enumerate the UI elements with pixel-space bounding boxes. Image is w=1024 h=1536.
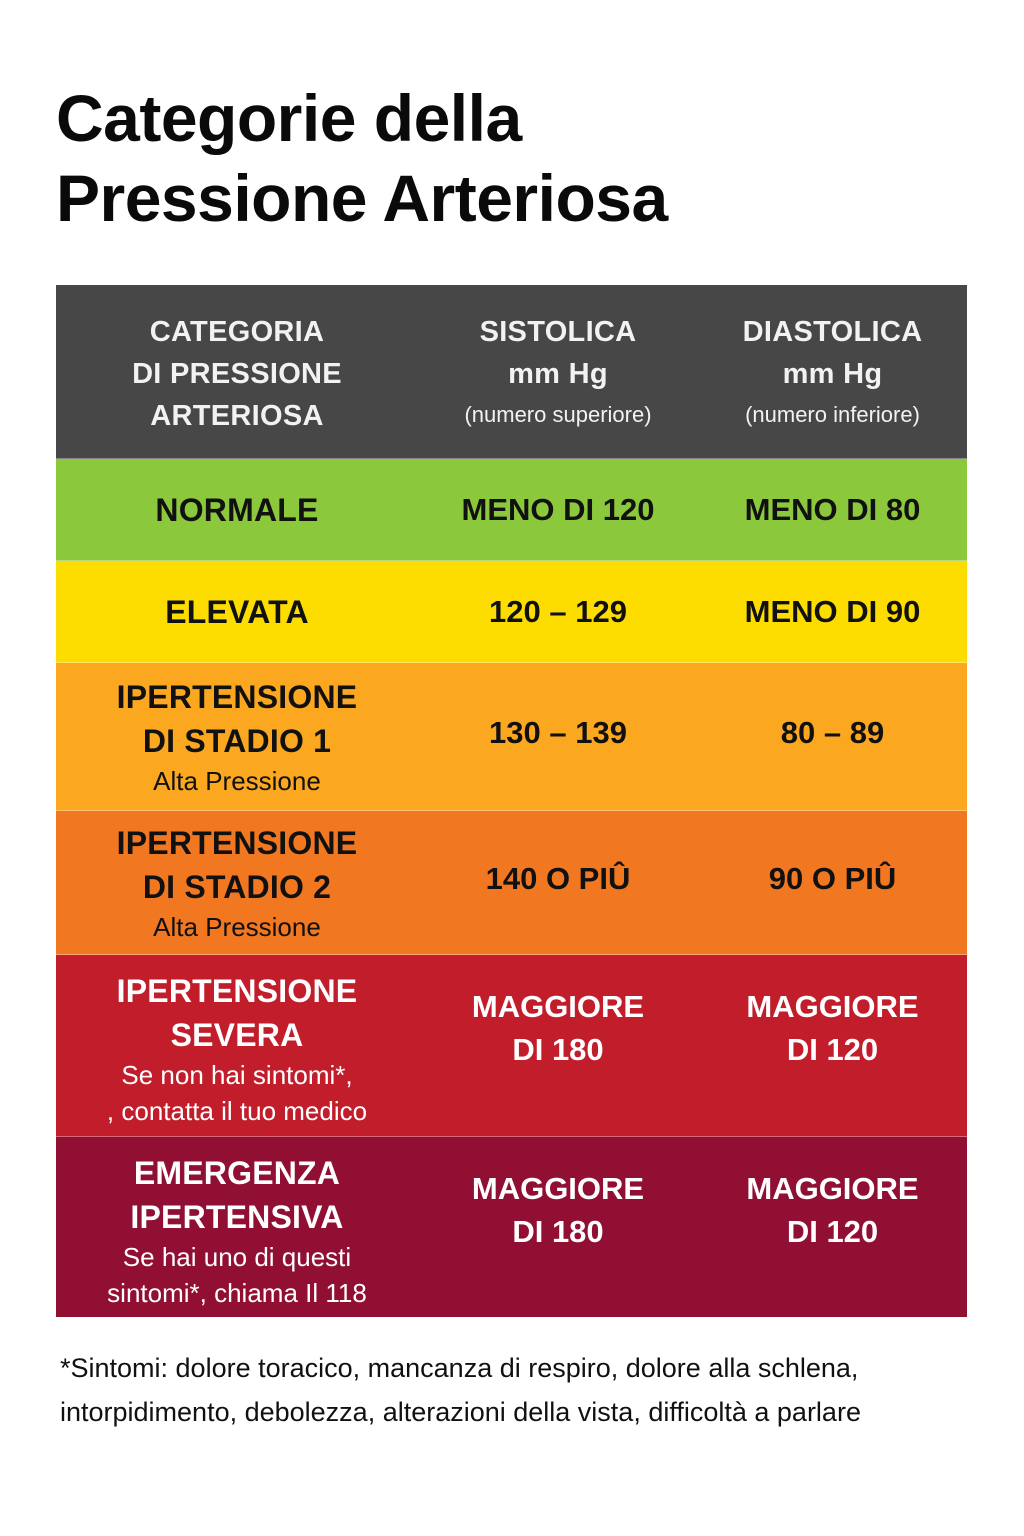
- systolic-value: 120 – 129: [489, 594, 627, 629]
- table-row-emergenza: [56, 1137, 967, 1317]
- diastolic-cell: [698, 561, 967, 662]
- table-row-elevata: [56, 561, 967, 663]
- table-row-stadio-2: [56, 811, 967, 955]
- category-label: NORMALE: [155, 491, 319, 528]
- page-title-line-1: Categorie della: [56, 81, 522, 155]
- header-systolic-title: SISTOLICA: [479, 316, 637, 348]
- systolic-cell: [418, 955, 698, 1136]
- category-cell: [56, 663, 418, 810]
- category-sublabel-line-1: Se non hai sintomi*,: [121, 1060, 353, 1090]
- diastolic-value-line-1: MAGGIORE: [746, 1171, 919, 1206]
- diastolic-value: MENO DI 80: [744, 492, 921, 527]
- header-category-line-2: DI PRESSIONE: [132, 358, 342, 390]
- category-label-line-1: IPERTENSIONE: [116, 678, 358, 715]
- systolic-value-line-1: MAGGIORE: [471, 1171, 645, 1206]
- diastolic-cell: [698, 955, 967, 1136]
- category-sublabel-line-1: Se hai uno di questi: [122, 1242, 352, 1272]
- diastolic-value: 80 – 89: [780, 715, 885, 750]
- systolic-value: 140 O PIÛ: [485, 861, 631, 896]
- category-label: ELEVATA: [165, 593, 309, 630]
- category-label-line-2: SEVERA: [170, 1017, 304, 1053]
- category-label-line-2: IPERTENSIVA: [130, 1199, 344, 1235]
- table-row-stadio-1: [56, 663, 967, 811]
- diastolic-value-line-2: DI 120: [786, 1032, 879, 1067]
- category-sublabel-line-2: sintomi*, chiama Il 118: [107, 1278, 367, 1308]
- diastolic-value: 90 O PIÛ: [768, 861, 897, 896]
- table-row-severa: [56, 955, 967, 1137]
- systolic-cell: [418, 561, 698, 662]
- header-category-line-1: CATEGORIA: [149, 316, 325, 348]
- diastolic-cell: [698, 1137, 967, 1317]
- category-label-line-2: DI STADIO 1: [142, 722, 332, 759]
- category-cell: [56, 561, 418, 662]
- category-label-line-2: DI STADIO 2: [142, 868, 332, 905]
- header-diastolic-title: DIASTOLICA: [742, 316, 923, 348]
- header-category-cell: [56, 285, 418, 458]
- category-cell: [56, 1137, 418, 1317]
- systolic-cell: [418, 663, 698, 810]
- header-diastolic-note: (numero inferiore): [745, 402, 920, 427]
- header-diastolic-unit: mm Hg: [782, 358, 883, 390]
- category-sublabel-line-2: , contatta il tuo medico: [106, 1096, 368, 1126]
- systolic-value: MENO DI 120: [461, 492, 655, 527]
- systolic-cell: [418, 459, 698, 560]
- diastolic-cell: [698, 459, 967, 560]
- systolic-value-line-2: DI 180: [512, 1214, 604, 1249]
- header-systolic-note: (numero superiore): [464, 402, 652, 427]
- diastolic-cell: [698, 663, 967, 810]
- header-systolic-cell: [418, 285, 698, 458]
- header-diastolic-cell: [698, 285, 967, 458]
- page-title: [56, 78, 668, 238]
- systolic-cell: [418, 811, 698, 954]
- table-row-normale: [56, 459, 967, 561]
- diastolic-value-line-1: MAGGIORE: [746, 989, 919, 1024]
- header-systolic-unit: mm Hg: [508, 358, 608, 390]
- symptoms-footnote: *Sintomi: dolore toracico, mancanza di respiro, dolore alla schlena, intorpidimento, debolezza, alterazioni della vista, difficoltà a parlare: [60, 1353, 861, 1427]
- blood-pressure-table: [56, 285, 967, 1317]
- diastolic-value-line-2: DI 120: [786, 1214, 879, 1249]
- systolic-cell: [418, 1137, 698, 1317]
- category-label-line-1: EMERGENZA: [133, 1155, 341, 1191]
- diastolic-value: MENO DI 90: [744, 594, 921, 629]
- header-category-line-3: ARTERIOSA: [150, 400, 324, 432]
- category-label-line-1: IPERTENSIONE: [116, 973, 358, 1009]
- diastolic-cell: [698, 811, 967, 954]
- category-sublabel: Alta Pressione: [153, 765, 321, 796]
- systolic-value-line-1: MAGGIORE: [471, 989, 645, 1024]
- systolic-value-line-2: DI 180: [512, 1032, 604, 1067]
- page-title-line-2: Pressione Arteriosa: [56, 161, 668, 235]
- category-cell: [56, 459, 418, 560]
- table-header-row: [56, 285, 967, 459]
- systolic-value: 130 – 139: [489, 715, 627, 750]
- category-label-line-1: IPERTENSIONE: [116, 824, 358, 861]
- category-sublabel: Alta Pressione: [153, 911, 321, 942]
- category-cell: [56, 811, 418, 954]
- category-cell: [56, 955, 418, 1136]
